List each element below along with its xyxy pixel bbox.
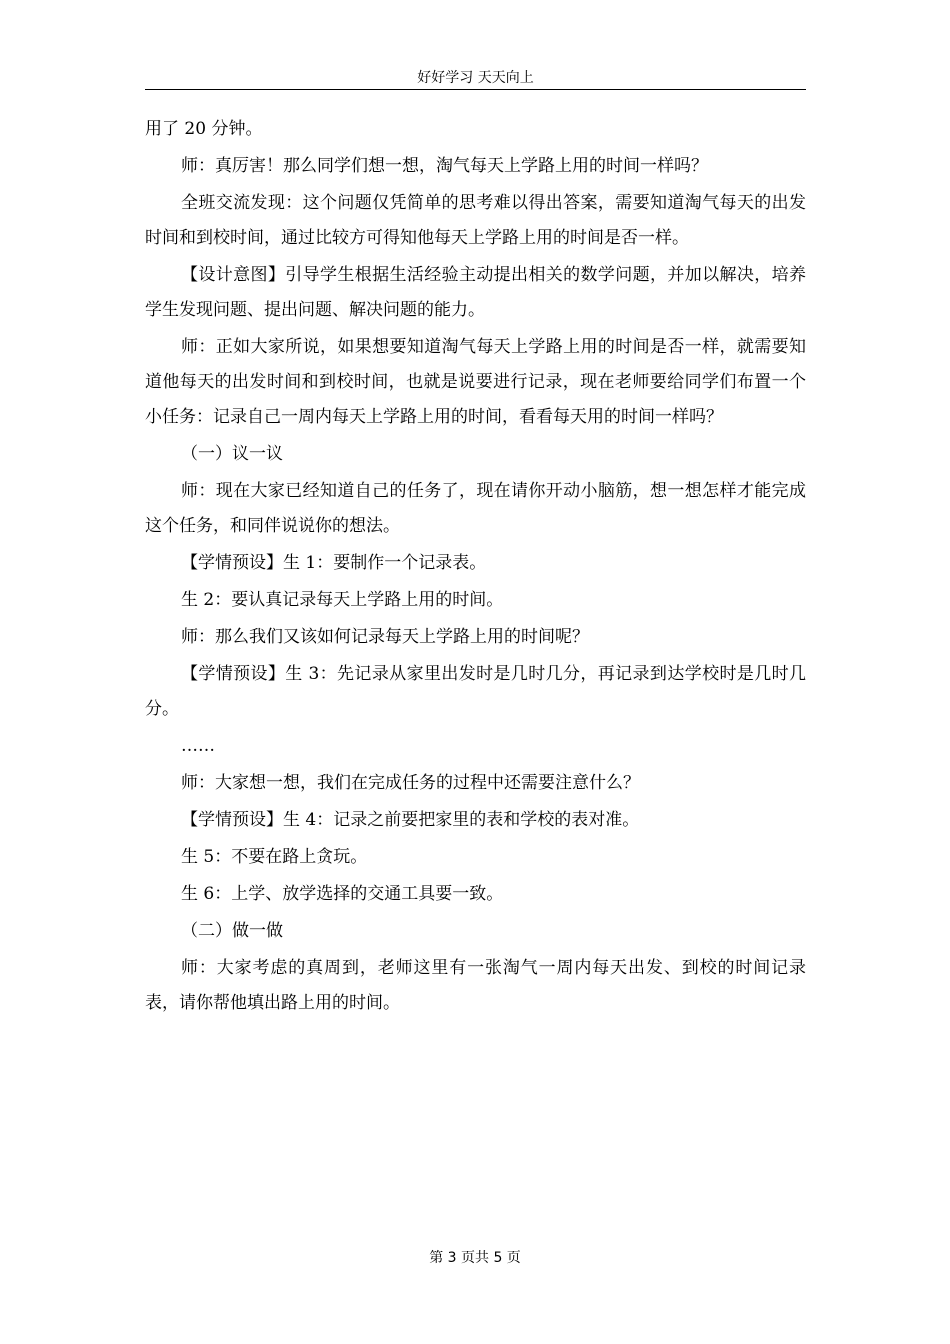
paragraph: 用了 20 分钟。 xyxy=(145,119,263,139)
section-heading: （一）议一议 xyxy=(181,444,283,464)
page-header: 好好学习 天天向上 xyxy=(417,70,534,86)
paragraph: 全班交流发现：这个问题仅凭简单的思考难以得出答案，需要知道淘气每天的出发时间和到校时间，通过比较方可得知他每天上学路上用的时间是否一样。 xyxy=(145,193,806,248)
paragraph: 师：真厉害！那么同学们想一想，淘气每天上学路上用的时间一样吗？ xyxy=(181,156,708,176)
paragraph: 【设计意图】引导学生根据生活经验主动提出相关的数学问题，并加以解决，培养学生发现问题、提出问题、解决问题的能力。 xyxy=(145,265,806,320)
paragraph: 师：大家考虑的真周到，老师这里有一张淘气一周内每天出发、到校的时间记录表，请你帮他填出路上用的时间。 xyxy=(145,958,806,1013)
document-body xyxy=(145,112,806,1023)
paragraph: 【学情预设】生 3：先记录从家里出发时是几时几分，再记录到达学校时是几时几分。 xyxy=(145,664,806,719)
paragraph: 师：那么我们又该如何记录每天上学路上用的时间呢？ xyxy=(181,627,589,647)
paragraph: 生 2：要认真记录每天上学路上用的时间。 xyxy=(181,590,504,610)
paragraph: 师：大家想一想，我们在完成任务的过程中还需要注意什么？ xyxy=(181,773,640,793)
ellipsis: …… xyxy=(181,736,215,756)
paragraph: 师：正如大家所说，如果想要知道淘气每天上学路上用的时间是否一样，就需要知道他每天的出发时间和到校时间，也就是说要进行记录，现在老师要给同学们布置一个小任务：记录自己一周内每天上学路上用的时间，看看每天用的时间一样吗？ xyxy=(145,337,806,427)
paragraph: 【学情预设】生 4：记录之前要把家里的表和学校的表对准。 xyxy=(181,810,640,830)
paragraph: 生 6：上学、放学选择的交通工具要一致。 xyxy=(181,884,504,904)
page-footer: 第 3 页共 5 页 xyxy=(429,1250,521,1266)
header-rule xyxy=(145,89,806,90)
paragraph: 生 5：不要在路上贪玩。 xyxy=(181,847,368,867)
paragraph: 【学情预设】生 1：要制作一个记录表。 xyxy=(181,553,487,573)
paragraph: 师：现在大家已经知道自己的任务了，现在请你开动小脑筋，想一想怎样才能完成这个任务，和同伴说说你的想法。 xyxy=(145,481,806,536)
section-heading: （二）做一做 xyxy=(181,921,283,941)
